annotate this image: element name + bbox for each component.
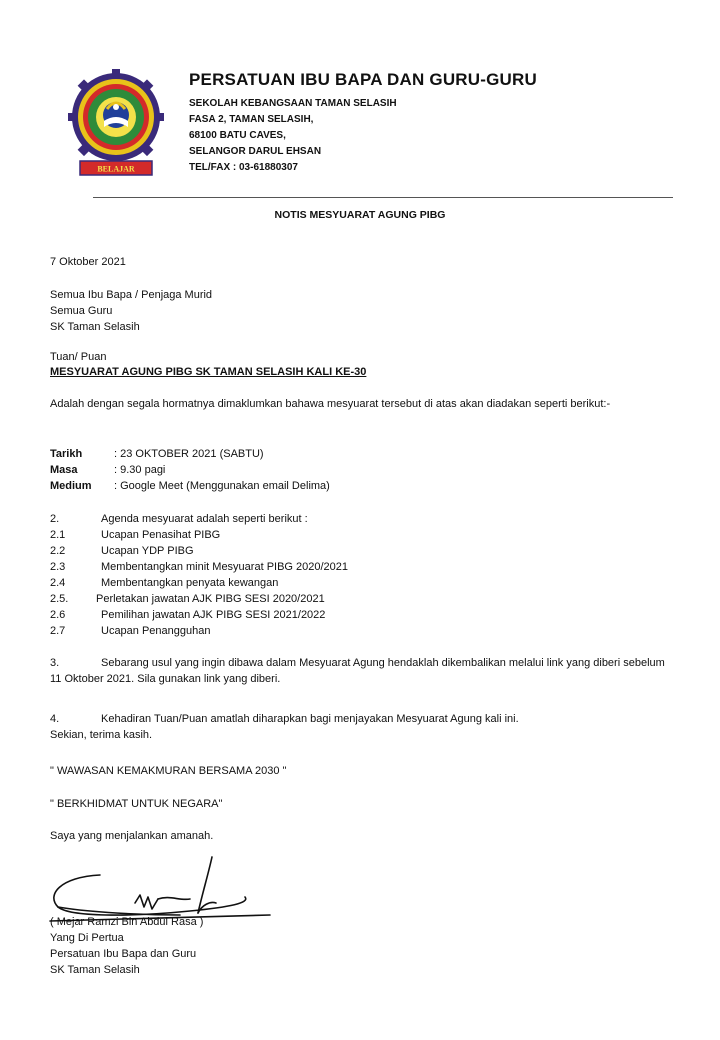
agenda-item [50,576,278,591]
header-divider [93,197,673,198]
detail-row [50,479,330,494]
letter-date: 7 Oktober 2021 [50,256,126,268]
notice-title: NOTIS MESYUARAT AGUNG PIBG [274,209,446,221]
agenda-item [50,624,210,639]
agenda-text: Perletakan jawatan AJK PIBG SESI 2020/2021 [96,593,325,605]
paragraph-4 [50,712,519,727]
signatory-name: ( Mejar Ramzi Bin Abdul Rasa ) [50,916,204,928]
recipient-line: Semua Guru [50,305,113,317]
agenda-number: 2.2 [50,545,66,557]
signatory-title: Yang Di Pertua [50,932,124,944]
org-name: PERSATUAN IBU BAPA DAN GURU-GURU [189,70,537,89]
detail-row [50,447,264,462]
agenda-text: Ucapan Penasihat PIBG [101,529,221,541]
agenda-text: Membentangkan penyata kewangan [101,577,279,589]
address-line: TEL/FAX : 03-61880307 [189,162,298,173]
detail-label: Tarikh [50,448,83,460]
recipient-line: SK Taman Selasih [50,321,140,333]
logo-banner-text: BELAJAR [97,164,135,174]
detail-row [50,463,165,478]
address-line: FASA 2, TAMAN SELASIH, [189,114,314,125]
para-text: Sebarang usul yang ingin dibawa dalam Mesyuarat Agung hendaklah dikembalikan melalui link yang diberi sebelum 11 Oktober 2021. Sila gunakan link yang diberi. [50,657,665,685]
motto-line: " BERKHIDMAT UNTUK NEGARA" [50,798,223,810]
agenda-number: 2.3 [50,561,66,573]
agenda-item [50,608,325,623]
address-line: SEKOLAH KEBANGSAAN TAMAN SELASIH [189,98,397,109]
closing-line: Sekian, terima kasih. [50,729,153,741]
recipient-line: Semua Ibu Bapa / Penjaga Murid [50,289,213,301]
address-line: 68100 BATU CAVES, [189,130,286,141]
agenda-number: 2.5. [50,593,69,605]
para-text: Kehadiran Tuan/Puan amatlah diharapkan bagi menjayakan Mesyuarat Agung kali ini. [101,713,519,725]
para-number: 2. [50,513,60,525]
agenda-number: 2.4 [50,577,66,589]
agenda-heading-text: Agenda mesyuarat adalah seperti berikut : [101,513,308,525]
agenda-text: Pemilihan jawatan AJK PIBG SESI 2021/2022 [101,609,326,621]
para-number: 4. [50,713,60,725]
agenda-number: 2.1 [50,529,66,541]
agenda-text: Ucapan YDP PIBG [101,545,194,557]
agenda-item [50,528,220,543]
agenda-item [50,592,325,607]
agenda-number: 2.7 [50,625,66,637]
salutation: Tuan/ Puan [50,351,107,363]
agenda-text: Ucapan Penangguhan [101,625,211,637]
subject-line: MESYUARAT AGUNG PIBG SK TAMAN SELASIH KALI KE-30 [50,366,367,378]
school-logo [60,67,172,179]
para-number: 3. [50,657,60,669]
paragraph-3 [50,655,675,687]
agenda-number: 2.6 [50,609,66,621]
detail-value: : 23 OKTOBER 2021 (SABTU) [114,448,264,460]
agenda-heading [50,512,308,527]
detail-value: : 9.30 pagi [114,464,166,476]
detail-label: Masa [50,464,78,476]
intro-paragraph: Adalah dengan segala hormatnya dimaklumkan bahawa mesyuarat tersebut di atas akan diadakan seperti berikut:- [50,398,611,410]
agenda-text: Membentangkan minit Mesyuarat PIBG 2020/2021 [101,561,349,573]
detail-value: : Google Meet (Menggunakan email Delima) [114,480,330,492]
agenda-item [50,560,348,575]
motto-line: " WAWASAN KEMAKMURAN BERSAMA 2030 " [50,765,287,777]
detail-label: Medium [50,480,92,492]
agenda-item [50,544,194,559]
sign-off: Saya yang menjalankan amanah. [50,830,214,842]
signatory-school: SK Taman Selasih [50,964,140,976]
signatory-org: Persatuan Ibu Bapa dan Guru [50,948,197,960]
address-line: SELANGOR DARUL EHSAN [189,146,322,157]
